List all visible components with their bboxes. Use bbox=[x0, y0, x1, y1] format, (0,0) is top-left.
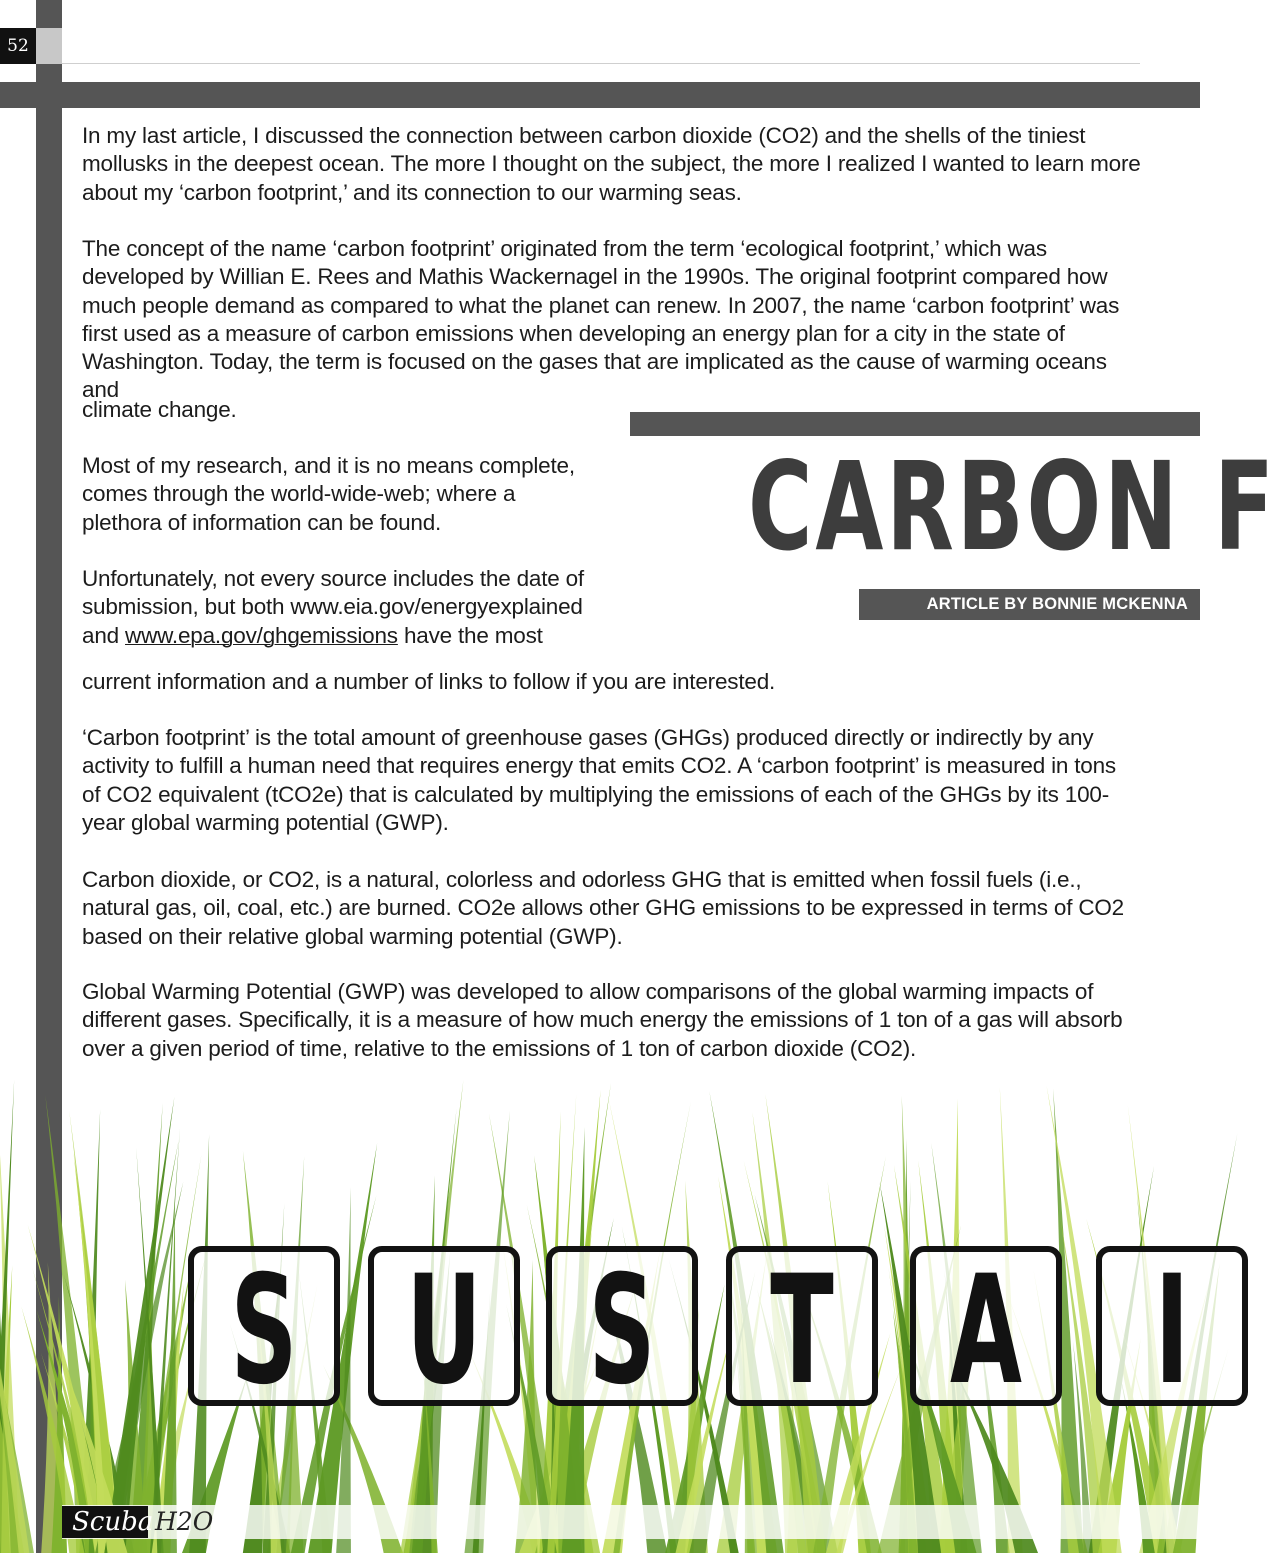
letter-tile bbox=[1096, 1244, 1248, 1418]
paragraph-5: ‘Carbon footprint’ is the total amount of greenhouse gases (GHGs) produced directly or indirectly by any activity to fulfill a human need that requires energy that emits CO2. A ‘carbon footprint’ is measured in tons of CO2 equivalent (tCO2e) that is calculated by multiplying the emissions of each of the GHGs by its 100-year global warming potential (GWP). bbox=[82, 725, 1116, 835]
paragraph-3: Most of my research, and it is no means complete, comes through the world-wide-web; where a plethora of information can be found. bbox=[82, 453, 575, 535]
paragraph-6: Carbon dioxide, or CO2, is a natural, colorless and odorless GHG that is emitted when fossil fuels (i.e., natural gas, oil, coal, etc.) are burned. CO2e allows other GHG emissions to be expressed in terms of CO2 based on their relative global warming potential (GWP). bbox=[82, 867, 1124, 949]
letter-tile bbox=[368, 1244, 520, 1418]
letter-tile bbox=[726, 1244, 878, 1418]
paragraph-2-end: climate change. bbox=[82, 397, 237, 422]
letter: U bbox=[406, 1244, 482, 1418]
top-horizontal-bar bbox=[0, 82, 1200, 108]
paragraph-2: The concept of the name ‘carbon footprint’ originated from the term ‘ecological footprint,’ which was developed by Willian E. Rees and Mathis Wackernagel in the 1990s. The original footprint compared how much people demand as compared to what the planet can renew. In 2007, the name ‘carbon footprint’ was first used as a measure of carbon emissions when developing an energy plan for a city in the state of Washington. Today, the term is focused on the gases that are implicated as the cause of warming oceans and bbox=[82, 236, 1120, 403]
letter: A bbox=[950, 1244, 1022, 1418]
paragraph-7: Global Warming Potential (GWP) was developed to allow comparisons of the global warming impacts of different gases. Specifically, it is a measure of how much energy the emissions of 1 ton of a gas will absorb over a given period of time, relative to the emissions of 1 ton of carbon dioxide (CO2). bbox=[82, 979, 1123, 1061]
epa-link[interactable]: www.epa.gov/ghgemissions bbox=[125, 622, 398, 648]
paragraph-4 bbox=[82, 565, 602, 650]
page-number: 52 bbox=[0, 28, 36, 64]
logo-h2o: H2O bbox=[155, 1507, 214, 1536]
letter-tile bbox=[910, 1244, 1062, 1418]
letter-tile bbox=[546, 1244, 698, 1418]
header-rule bbox=[62, 63, 1140, 64]
byline: ARTICLE BY BONNIE MCKENNA bbox=[859, 589, 1200, 620]
letter: S bbox=[588, 1244, 656, 1418]
article-title: CARBON F bbox=[748, 436, 1277, 578]
paragraph-1: In my last article, I discussed the connection between carbon dioxide (CO2) and the shells of the tiniest mollusks in the deepest ocean. The more I thought on the subject, the more I realized I wanted to learn more about my ‘carbon footprint,’ and its connection to our warming seas. bbox=[82, 123, 1141, 205]
paragraph-4-end: current information and a number of links to follow if you are interested. bbox=[82, 669, 776, 694]
paragraph-4-mid: have the most bbox=[403, 622, 543, 648]
letter: S bbox=[230, 1244, 298, 1418]
footer-strip bbox=[62, 1505, 1200, 1539]
letter: I bbox=[1154, 1244, 1190, 1418]
letter: T bbox=[770, 1244, 834, 1418]
logo-scuba: Scuba bbox=[62, 1506, 148, 1538]
letter-tile bbox=[188, 1244, 340, 1418]
title-bar bbox=[630, 412, 1200, 436]
sustain-letter-tiles bbox=[188, 1244, 1200, 1418]
paragraph-4-start: Unfortunately, not every source includes the date of submission, but both www.eia.gov/energyexplained and bbox=[82, 566, 584, 648]
page-number-tab bbox=[36, 28, 62, 64]
